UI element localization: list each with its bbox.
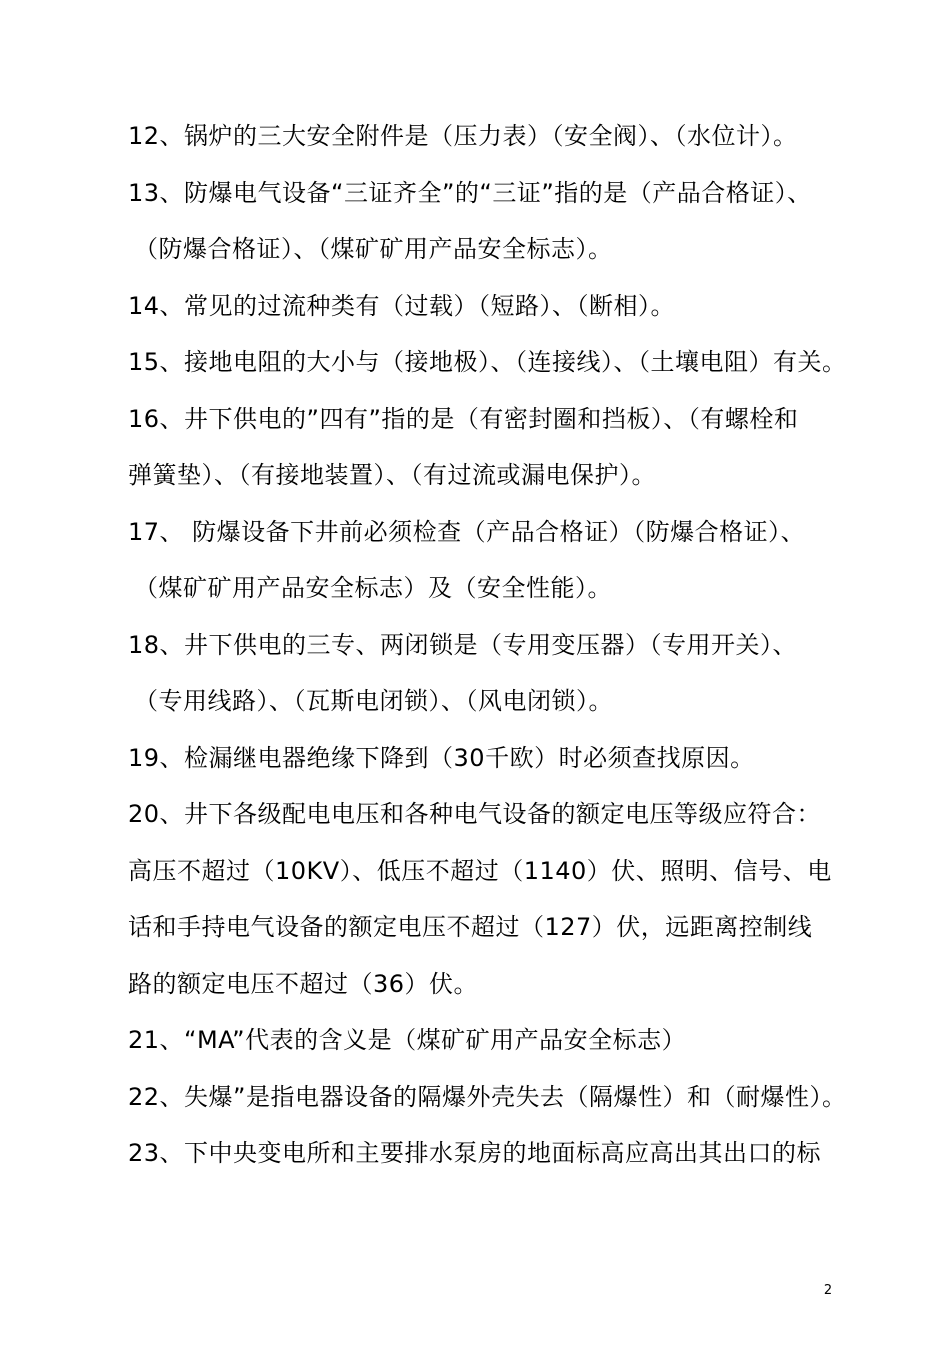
text-line: （专用线路）、（瓦斯电闭锁）、（风电闭锁）。 (134, 687, 613, 715)
text-line: 19、检漏继电器绝缘下降到（30千欧）时必须查找原因。 (128, 743, 755, 772)
text-line: 20、井下各级配电电压和各种电气设备的额定电压等级应符合： (128, 800, 822, 828)
text-line: 高压不超过（10KV）、低压不超过（1140）伏、照明、信号、电 (128, 856, 832, 885)
text-line: 23、下中央变电所和主要排水泵房的地面标高应高出其出口的标 (128, 1139, 822, 1167)
text-line: （煤矿矿用产品安全标志）及（安全性能）。 (134, 574, 612, 602)
text-line: 18、井下供电的三专、两闭锁是（专用变压器）（专用开关）、 (128, 630, 798, 659)
text-line: 话和手持电气设备的额定电压不超过（127）伏，远距离控制线 (128, 913, 813, 941)
text-line: 22、失爆”是指电器设备的隔爆外壳失去（隔爆性）和（耐爆性）。 (128, 1082, 847, 1111)
text-line: 12、锅炉的三大安全附件是（压力表）（安全阀）、（水位计）。 (128, 122, 798, 150)
text-line: 14、常见的过流种类有（过载）（短路）、（断相）。 (128, 291, 676, 320)
text-line: 弹簧垫）、（有接地装置）、（有过流或漏电保护）。 (128, 461, 656, 489)
text-line: 13、防爆电气设备“三证齐全”的“三证”指的是（产品合格证）、 (128, 178, 812, 207)
text-line: 17、 防爆设备下井前必须检查（产品合格证）（防爆合格证）、 (128, 517, 806, 546)
document-body (128, 108, 868, 1182)
text-line: 21、“MA”代表的含义是（煤矿矿用产品安全标志） (128, 1026, 687, 1054)
page-number: 2 (823, 1283, 833, 1298)
text-line: 16、井下供电的”四有”指的是（有密封圈和挡板）、（有螺栓和 (128, 404, 799, 433)
text-line: 15、接地电阻的大小与（接地极）、（连接线）、（土壤电阻）有关。 (128, 348, 847, 376)
text-line: 路的额定电压不超过（36）伏。 (128, 969, 479, 998)
text-line: （防爆合格证）、（煤矿矿用产品安全标志）。 (134, 235, 613, 263)
